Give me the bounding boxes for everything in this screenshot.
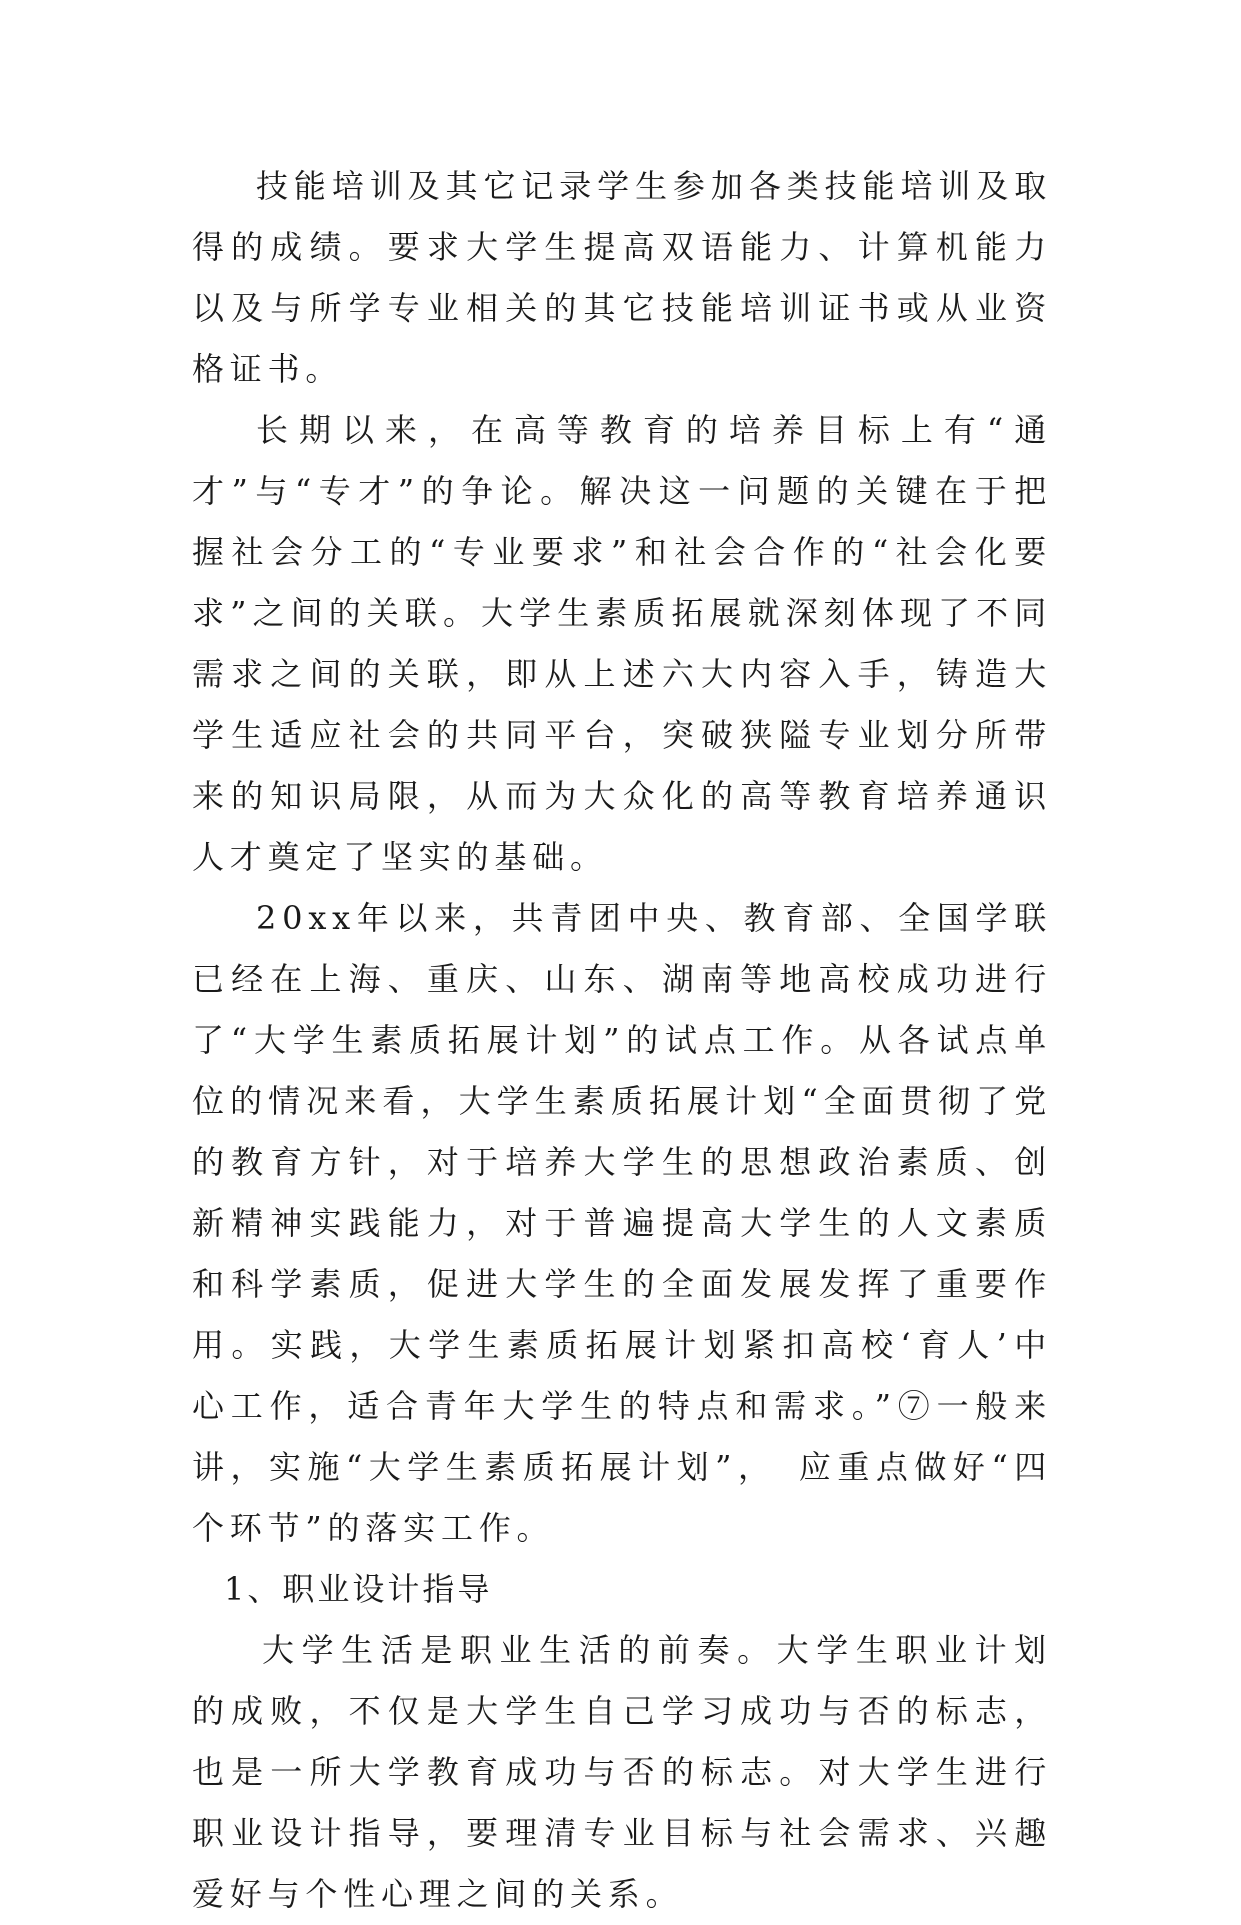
paragraph-generalist-specialist: 长期以来，在高等教育的培养目标上有“通才”与“专才”的争论。解决这一问题的关键在于把握社会分工的“专业要求”和社会合作的“社会化要求”之间的关联。大学生素质拓展就深刻体现了不同需求之间的关联，即从上述六大内容入手，铸造大学生适应社会的共同平台，突破狭隘专业划分所带来的知识局限，从而为大众化的高等教育培养通识人才奠定了坚实的基础。	[192, 411, 1052, 876]
document-body	[192, 156, 1052, 1925]
paragraph-career-guidance: 大学生活是职业生活的前奏。大学生职业计划的成败，不仅是大学生自己学习成功与否的标志，也是一所大学教育成功与否的标志。对大学生进行职业设计指导，要理清专业目标与社会需求、兴趣爱好与个性心理之间的关系。	[192, 1631, 1052, 1913]
paragraph-skills-training: 技能培训及其它记录学生参加各类技能培训及取得的成绩。要求大学生提高双语能力、计算机能力以及与所学专业相关的其它技能培训证书或从业资格证书。	[192, 167, 1052, 388]
section-heading-career-guidance: 1、职业设计指导	[224, 1570, 493, 1608]
paragraph-pilot-program: 20xx年以来，共青团中央、教育部、全国学联已经在上海、重庆、山东、湖南等地高校成功进行了“大学生素质拓展计划”的试点工作。从各试点单位的情况来看，大学生素质拓展计划“全面贯彻了党的教育方针，对于培养大学生的思想政治素质、创新精神实践能力，对于普遍提高大学生的人文素质和科学素质，促进大学生的全面发展发挥了重要作用。实践，大学生素质拓展计划紧扣高校‘育人’中心工作，适合青年大学生的特点和需求。”⑦一般来讲，实施“大学生素质拓展计划”， 应重点做好“四个环节”的落实工作。	[192, 899, 1052, 1547]
